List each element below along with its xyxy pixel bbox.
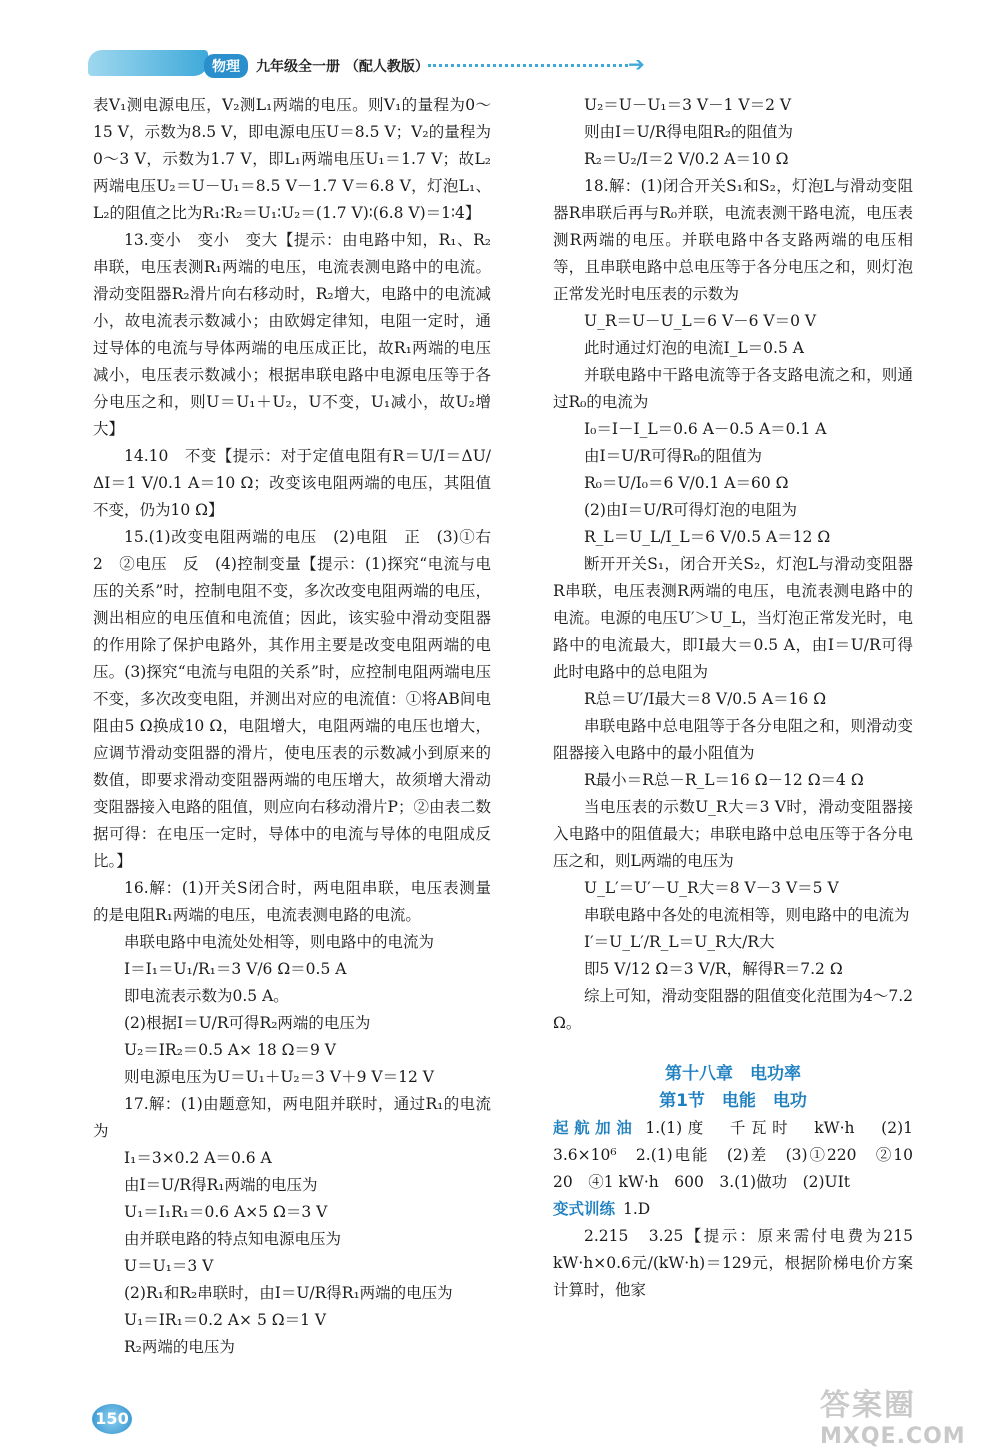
- label-practice: 变式训练: [553, 1200, 616, 1218]
- paragraph: 即电流表示数为0.5 A。: [124, 987, 289, 1005]
- answer-13: 13.变小 变小 变大【提示：由电路中知，R₁、R₂串联，电压表测R₁两端的电压，电流表测电路中的电流。滑动变阻器R₂滑片向右移动时，R₂增大，电路中的电流减小，故电流表示数减小；由欧姆定律知，电阻一定时，通过导体的电流与导体两端的电压成正比，故R₁两端的电压减小，电压表示数减小；根据串联电路中电源电压等于各分电压之和，则U＝U₁＋U₂，U不变，U₁减小，故U₂增大】: [93, 231, 491, 438]
- page-header: [88, 46, 648, 80]
- formula-line: R₂＝U₂/I＝2 V/0.2 A＝10 Ω: [584, 150, 789, 168]
- right-column: [553, 92, 929, 1304]
- paragraph: 串联电路中各处的电流相等，则电路中的电流为: [584, 906, 910, 924]
- paragraph: 表V₁测电源电压，V₂测L₁两端的电压。则V₁的量程为0～15 V，示数为8.5 V，即电源电压U＝8.5 V；V₂的量程为0～3 V，示数为1.7 V，即L₁两端电压U₁＝1.7 V；故L₂两端电压U₂＝U－U₁＝8.5 V－1.7 V＝6.8 V，灯泡L₁、L₂的阻值之比为R₁∶R₂＝U₁∶U₂＝(1.7 V)∶(6.8 V)＝1∶4】: [93, 96, 491, 222]
- formula-line: I＝I₁＝U₁/R₁＝3 V/6 Ω＝0.5 A: [124, 960, 347, 978]
- header-dotted-line: [428, 64, 628, 67]
- formula-line: R最小＝R总－R_L＝16 Ω－12 Ω＝4 Ω: [584, 771, 864, 789]
- section-title: 第1节 电能 电功: [659, 1091, 807, 1111]
- paragraph: 断开开关S₁，闭合开关S₂，灯泡L与滑动变阻器R串联，电压表测R两端的电压，电流表测电路中的电流。电源的电压U′＞U_L，当灯泡正常发光时，电路中的电流最大，即I最大＝0.5 A，由I＝U/R可得此时电路中的总电阻为: [553, 555, 913, 681]
- formula-line: 即5 V/12 Ω＝3 V/R，解得R＝7.2 Ω: [584, 960, 843, 978]
- chapter-title: 第十八章 电功率: [665, 1064, 801, 1084]
- answer-14: 14.10 不变【提示：对于定值电阻有R＝U/I＝ΔU/ΔI＝1 V/0.1 A＝10 Ω；改变该电阻两端的电压，其阻值不变，仍为10 Ω】: [93, 447, 491, 519]
- practice-answers: [553, 1196, 913, 1223]
- paragraph: 此时通过灯泡的电流I_L＝0.5 A: [584, 339, 804, 357]
- watermark-logo: 答案圈: [820, 1388, 916, 1423]
- paragraph: 由I＝U/R可得R₀的阻值为: [584, 447, 762, 465]
- practice-text: 1.D: [623, 1200, 651, 1218]
- formula-line: U₁＝I₁R₁＝0.6 A×5 Ω＝3 V: [124, 1203, 328, 1221]
- label-warmup: 起航加油: [553, 1119, 638, 1137]
- paragraph: (2)由I＝U/R可得灯泡的电阻为: [584, 501, 798, 519]
- paragraph: 串联电路中电流处处相等，则电路中的电流为: [124, 933, 435, 951]
- formula-line: R_L＝U_L/I_L＝6 V/0.5 A＝12 Ω: [584, 528, 831, 546]
- watermark-url: MXQE.COM: [820, 1424, 966, 1449]
- formula-line: I′＝U_L′/R_L＝U_R大/R大: [584, 933, 775, 951]
- subject-badge: 物理: [204, 54, 248, 78]
- formula-line: U＝U₁＝3 V: [124, 1257, 214, 1275]
- paragraph: (2)根据I＝U/R可得R₂两端的电压为: [124, 1014, 371, 1032]
- formula-line: R₀＝U/I₀＝6 V/0.1 A＝60 Ω: [584, 474, 789, 492]
- arrow-right-icon: ➔: [628, 52, 645, 76]
- formula-line: U_R＝U－U_L＝6 V－6 V＝0 V: [584, 312, 817, 330]
- paragraph: (2)R₁和R₂串联时，由I＝U/R得R₁两端的电压为: [124, 1284, 453, 1302]
- answer-16: 16.解：(1)开关S闭合时，两电阻串联，电压表测量的是电阻R₁两端的电压，电流表测电路的电流。: [93, 879, 491, 924]
- watermark: [820, 1380, 980, 1450]
- paragraph: 串联电路中总电阻等于各分电阻之和，则滑动变阻器接入电路中的最小阻值为: [553, 717, 913, 762]
- left-column: [93, 92, 507, 1361]
- formula-line: U_L′＝U′－U_R大＝8 V－3 V＝5 V: [584, 879, 839, 897]
- paragraph: 并联电路中干路电流等于各支路电流之和，则通过R₀的电流为: [553, 366, 913, 411]
- formula-line: I₀＝I－I_L＝0.6 A－0.5 A＝0.1 A: [584, 420, 827, 438]
- answer-17: 17.解：(1)由题意知，两电阻并联时，通过R₁的电流为: [93, 1095, 491, 1140]
- formula-line: I₁＝3×0.2 A＝0.6 A: [124, 1149, 272, 1167]
- warmup-answers: [553, 1115, 929, 1196]
- answer-18: 18.解：(1)闭合开关S₁和S₂，灯泡L与滑动变阻器R串联后再与R₀并联，电流表测干路电流，电压表测R两端的电压。并联电路中各支路两端的电压相等，且串联电路中总电压等于各分电压之和，则灯泡正常发光时电压表的示数为: [553, 177, 913, 303]
- formula-line: U₂＝IR₂＝0.5 A× 18 Ω＝9 V: [124, 1041, 336, 1059]
- answer-15: 15.(1)改变电阻两端的电压 (2)电阻 正 (3)①右 2 ②电压 反 (4)控制变量【提示：(1)探究“电流与电压的关系”时，控制电阻不变，多次改变电阻两端的电压，测出相应的电压值和电流值；因此，该实验中滑动变阻器的作用除了保护电路外，其作用主要是改变电阻两端的电压。(3)探究“电流与电阻的关系”时，应控制电阻两端电压不变，多次改变电阻，并测出对应的电流值：①将AB间电阻由5 Ω换成10 Ω，电阻增大，电阻两端的电压也增大，应调节滑动变阻器的滑片，使电压表的示数减小到原来的数值，即要求滑动变阻器两端的电压增大，故须增大滑动变阻器接入电路的阻值，则应向右移动滑片P；②由表二数据可得：在电压一定时，导体中的电流与导体的电阻成反比。】: [93, 528, 507, 870]
- paragraph: R₂两端的电压为: [124, 1338, 235, 1356]
- paragraph: 由I＝U/R得R₁两端的电压为: [124, 1176, 318, 1194]
- paragraph: 2.215 3.25【提示：原来需付电费为215 kW·h×0.6元/(kW·h)＝129元，根据阶梯电价方案计算时，他家: [553, 1227, 913, 1299]
- brand-swoosh-icon: [88, 50, 208, 76]
- paragraph: 综上可知，滑动变阻器的阻值变化范围为4～7.2 Ω。: [553, 987, 914, 1032]
- paragraph: 则电源电压为U＝U₁＋U₂＝3 V＋9 V＝12 V: [124, 1068, 434, 1086]
- page-number: 150: [92, 1404, 132, 1434]
- warmup-text: 1.(1)度 千瓦时 kW·h (2)1 3.6×10⁶ 2.(1)电能 (2)差 (3)①220 ②10 20 ④1 kW·h 600 3.(1)做功 (2)UIt: [553, 1119, 929, 1191]
- paragraph: 则由I＝U/R得电阻R₂的阻值为: [584, 123, 793, 141]
- book-title: 九年级全一册 （配人教版）: [256, 59, 429, 75]
- paragraph: 当电压表的示数U_R大＝3 V时，滑动变阻器接入电路中的阻值最大；串联电路中总电压等于各分电压之和，则L两端的电压为: [553, 798, 913, 870]
- formula-line: U₂＝U－U₁＝3 V－1 V＝2 V: [584, 96, 792, 114]
- formula-line: R总＝U′/I最大＝8 V/0.5 A＝16 Ω: [584, 690, 827, 708]
- paragraph: 由并联电路的特点知电源电压为: [124, 1230, 342, 1248]
- formula-line: U₁＝IR₁＝0.2 A× 5 Ω＝1 V: [124, 1311, 327, 1329]
